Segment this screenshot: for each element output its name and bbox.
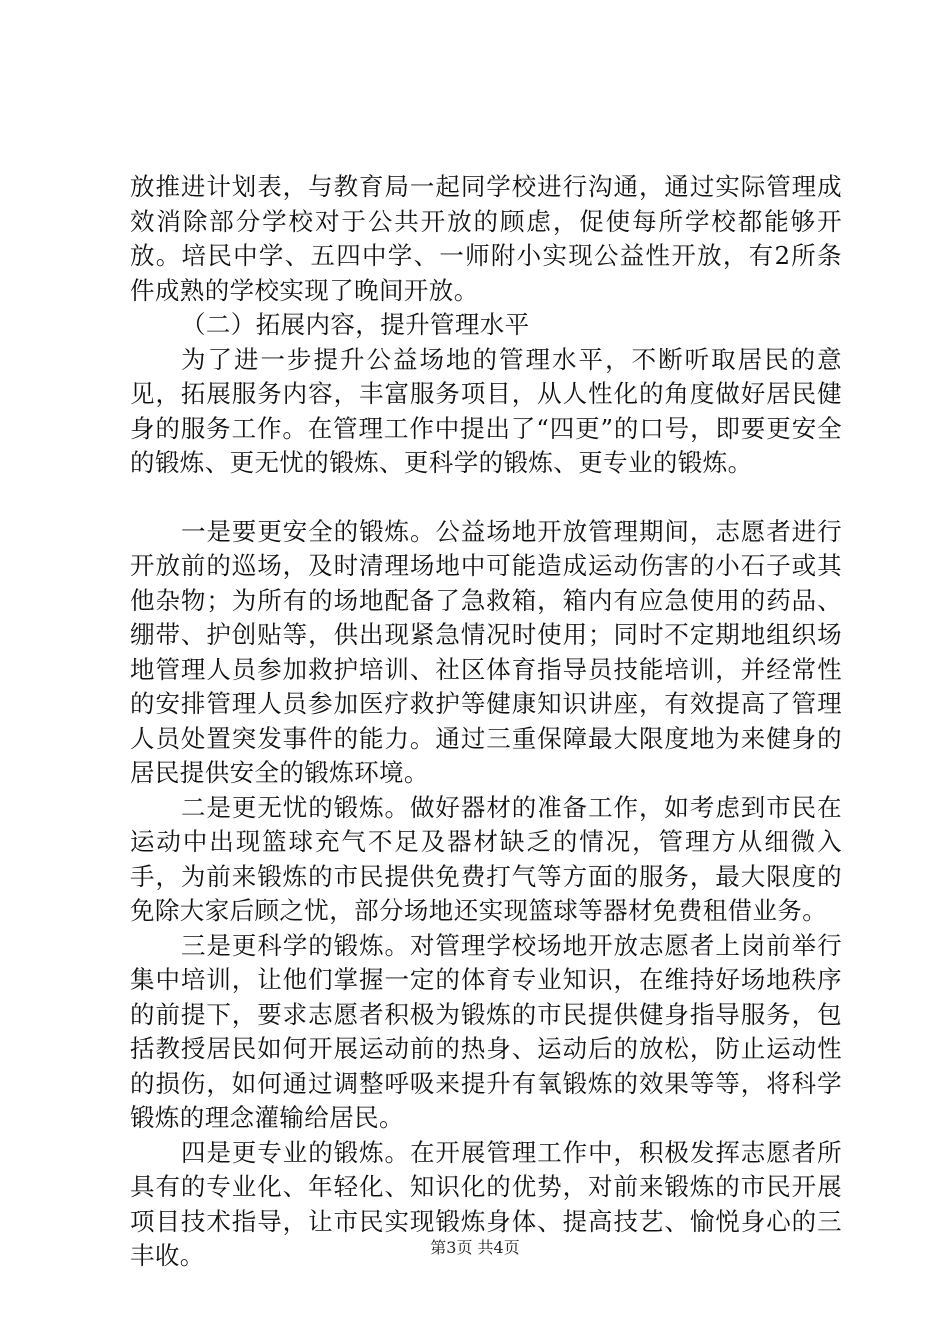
paragraph-continuation: 放推进计划表，与教育局一起同学校进行沟通，通过实际管理成效消除部分学校对于公共开放的顾虑，促使每所学校都能够开放。培民中学、五四中学、一师附小实现公益性开放，有2所条件成熟的学校实现了晚间开放。: [130, 172, 842, 305]
document-body: [130, 170, 842, 1274]
paragraph-safe-exercise: 一是要更安全的锻炼。公益场地开放管理期间，志愿者进行开放前的巡场，及时清理场地中可能造成运动伤害的小石子或其他杂物；为所有的场地配备了急救箱，箱内有应急使用的药品、绷带、护创贴等，供出现紧急情况时使用；同时不定期地组织场地管理人员参加救护培训、社区体育指导员技能培训，并经常性的安排管理人员参加医疗救护等健康知识讲座，有效提高了管理人员处置突发事件的能力。通过三重保障最大限度地为来健身的居民提供安全的锻炼环境。: [130, 516, 842, 787]
paragraph-worry-free-exercise: 二是更无忧的锻炼。做好器材的准备工作，如考虑到市民在运动中出现篮球充气不足及器材缺乏的情况，管理方从细微入手，为前来锻炼的市民提供免费打气等方面的服务，最大限度的免除大家后顾之忧，部分场地还实现篮球等器材免费租借业务。: [130, 792, 842, 925]
section-heading: （二）拓展内容，提升管理水平: [181, 310, 530, 339]
paragraph-intro: 为了进一步提升公益场地的管理水平，不断听取居民的意见，拓展服务内容，丰富服务项目，从人性化的角度做好居民健身的服务工作。在管理工作中提出了“四更”的口号，即要更安全的锻炼、更无忧的锻炼、更科学的锻炼、更专业的锻炼。: [130, 344, 842, 477]
paragraph-professional-exercise: 四是更专业的锻炼。在开展管理工作中，积极发挥志愿者所具有的专业化、年轻化、知识化的优势，对前来锻炼的市民开展项目技术指导，让市民实现锻炼身体、提高技艺、愉悦身心的三丰收。: [130, 1137, 842, 1270]
page-number-footer: 第3页 共4页: [430, 1238, 520, 1257]
paragraph-scientific-exercise: 三是更科学的锻炼。对管理学校场地开放志愿者上岗前举行集中培训，让他们掌握一定的体育专业知识，在维持好场地秩序的前提下，要求志愿者积极为锻炼的市民提供健身指导服务，包括教授居民如何开展运动前的热身、运动后的放松，防止运动性的损伤，如何通过调整呼吸来提升有氧锻炼的效果等等，将科学锻炼的理念灌输给居民。: [130, 930, 842, 1132]
